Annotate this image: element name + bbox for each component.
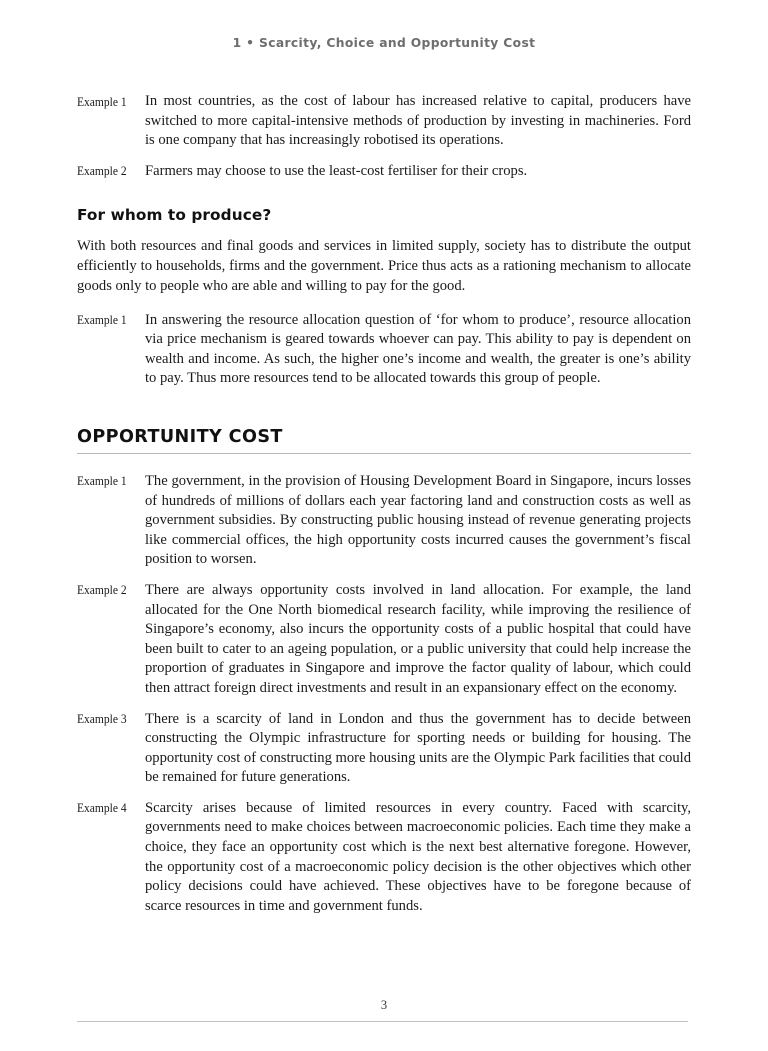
example-text: In answering the resource allocation question of ‘for whom to produce’, resource allocation via price mechanism is geared towards whoever can pay. This ability to pay is dependent on wealth and income. As such, the higher one’s income and wealth, the greater is one’s ability to pay. Thus more resources tend to be allocated towards this group of people. bbox=[145, 311, 691, 387]
spacer bbox=[77, 389, 691, 427]
example-label: Example 4 bbox=[77, 801, 127, 816]
example-text: There is a scarcity of land in London and thus the government has to decide between constructing the Olympic infrastructure for sporting needs or building for housing. The opportunity cost of constructing more housing units are the Olympic Park facilities that could be remained for future generations. bbox=[145, 710, 691, 786]
page-footer bbox=[0, 989, 768, 1051]
example-text: Scarcity arises because of limited resources in every country. Faced with scarcity, governments need to make choices between macroeconomic policies. Each time they make a choice, they face an opportunity cost which is the next best alternative foregone. However, the opportunity cost of a macroeconomic policy decision is the other objectives which other policy decisions could have achieved. These objectives have to be foregone because of scarce resources in time and government funds. bbox=[145, 799, 691, 914]
example-text: There are always opportunity costs involved in land allocation. For example, the land allocated for the One North biomedical research facility, while improving the resilience of Singapore’s economy, also incurs the opportunity costs of a public hospital that could have been built to cater to an ageing population, or a public university that could help increase the proportion of graduates in Singapore and improve the factor quality of labour, which could then attract foreign direct investments and result in an expansionary effect on the economy. bbox=[145, 581, 691, 696]
running-header-text: 1 • Scarcity, Choice and Opportunity Cost bbox=[232, 36, 536, 50]
section-examples-list bbox=[77, 472, 691, 916]
list-item bbox=[77, 799, 691, 917]
spacer bbox=[77, 454, 691, 472]
subsection-paragraph: With both resources and final goods and services in limited supply, society has to distribute the output efficiently to households, firms and the government. Price thus acts as a rationing mechanism to allocate goods only to people who are able and willing to pay for the good. bbox=[77, 237, 691, 294]
example-label: Example 1 bbox=[77, 313, 127, 328]
running-header bbox=[77, 0, 691, 50]
example-label: Example 2 bbox=[77, 583, 127, 598]
subsection-examples-list bbox=[77, 311, 691, 389]
list-item bbox=[77, 92, 691, 151]
example-label: Example 2 bbox=[77, 164, 127, 179]
example-text: The government, in the provision of Housing Development Board in Singapore, incurs losses of hundreds of millions of dollars each year factoring land and construction costs as well as government subsidies. By constructing public housing instead of revenue generating projects like commercial offices, the high opportunity costs incurred causes the government’s fiscal position to worsen. bbox=[145, 472, 691, 568]
list-item bbox=[77, 710, 691, 788]
example-label: Example 3 bbox=[77, 712, 127, 726]
page-number: 3 bbox=[380, 998, 388, 1012]
spacer bbox=[77, 224, 691, 237]
subsection-heading: For whom to produce? bbox=[77, 205, 272, 224]
example-text: Farmers may choose to use the least-cost fertiliser for their crops. bbox=[145, 162, 528, 179]
spacer bbox=[77, 50, 691, 92]
list-item bbox=[77, 472, 691, 570]
list-item bbox=[77, 162, 691, 182]
example-label: Example 1 bbox=[77, 474, 127, 489]
example-text: In most countries, as the cost of labour has increased relative to capital, producers have switched to more capital-intensive methods of production by investing in machineries. Ford is one company that has increasingly robotised its operations. bbox=[145, 93, 691, 149]
spacer bbox=[77, 182, 691, 206]
list-item bbox=[77, 311, 691, 389]
page-title: OPPORTUNITY COST bbox=[77, 426, 283, 447]
top-examples-list bbox=[77, 92, 691, 182]
footer-divider bbox=[77, 1021, 688, 1022]
spacer bbox=[77, 297, 691, 311]
example-label: Example 1 bbox=[77, 94, 127, 109]
list-item bbox=[77, 581, 691, 699]
